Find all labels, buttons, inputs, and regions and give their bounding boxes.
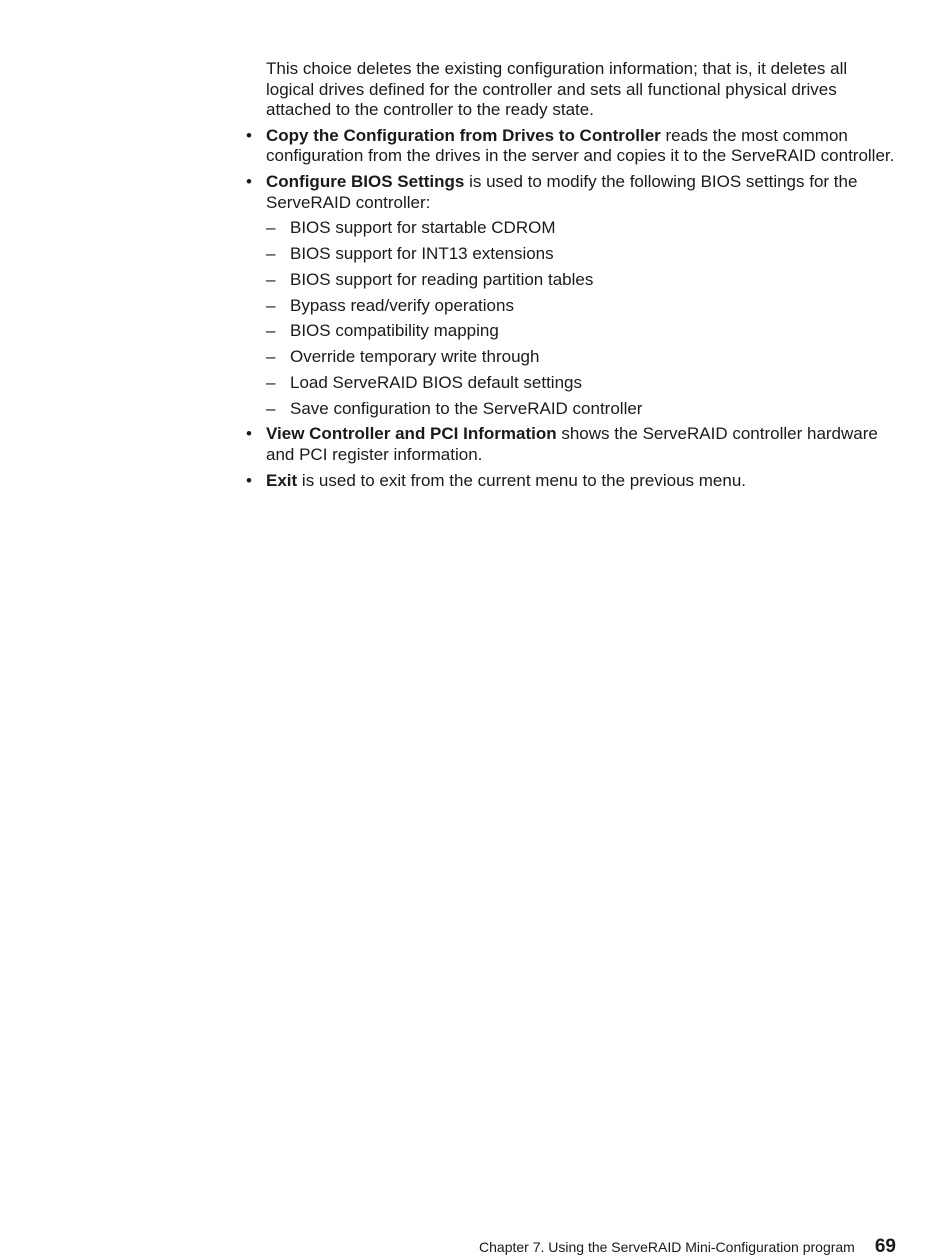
- sub-list-item: [266, 321, 898, 342]
- intro-paragraph: This choice deletes the existing configuration information; that is, it deletes all logical drives defined for the controller and sets all functional physical drives attached to the controller to the ready state.: [266, 59, 848, 120]
- page-number: 69: [874, 1236, 896, 1257]
- list-item-configure-bios: [246, 171, 898, 419]
- item-term: Configure BIOS Settings: [266, 171, 465, 191]
- item-description: shows the ServeRAID controller hardware and PCI register information.: [266, 424, 878, 464]
- list-item-view-controller: [246, 424, 898, 465]
- item-term: Copy the Configuration from Drives to Controller: [266, 125, 661, 145]
- sub-list-item: [266, 373, 898, 394]
- bullet-icon: •: [246, 424, 252, 444]
- dash-icon: –: [266, 347, 276, 367]
- sub-item-text: BIOS compatibility mapping: [290, 321, 499, 341]
- item-term: View Controller and PCI Information: [266, 424, 557, 444]
- sub-item-text: BIOS support for startable CDROM: [290, 218, 556, 238]
- bullet-icon: •: [246, 171, 252, 191]
- chapter-title: Chapter 7. Using the ServeRAID Mini-Configuration program: [479, 1239, 855, 1255]
- list-item-exit: [246, 470, 898, 492]
- item-term: Exit: [266, 470, 298, 490]
- dash-icon: –: [266, 269, 276, 289]
- item-description: is used to modify the following BIOS settings for the ServeRAID controller:: [266, 171, 858, 212]
- page-footer: [479, 1236, 896, 1258]
- sub-item-text: Bypass read/verify operations: [290, 295, 514, 315]
- sub-list-item: [266, 244, 898, 265]
- sub-item-text: Override temporary write through: [290, 347, 540, 367]
- bullet-icon: •: [246, 125, 252, 145]
- dash-icon: –: [266, 295, 276, 315]
- document-body: [246, 59, 898, 496]
- sub-list-item: [266, 270, 898, 291]
- sub-item-text: BIOS support for INT13 extensions: [290, 243, 554, 263]
- item-description: is used to exit from the current menu to the previous menu.: [297, 470, 747, 490]
- bullet-icon: •: [246, 470, 252, 490]
- sub-item-text: Load ServeRAID BIOS default settings: [290, 372, 582, 392]
- sub-item-text: BIOS support for reading partition tables: [290, 269, 594, 289]
- sub-item-text: Save configuration to the ServeRAID controller: [290, 398, 643, 418]
- sub-list-item: [266, 218, 898, 239]
- sub-list-item: [266, 347, 898, 368]
- sub-list-item: [266, 296, 898, 317]
- sub-list-item: [266, 399, 898, 420]
- dash-icon: –: [266, 398, 276, 418]
- dash-icon: –: [266, 218, 276, 238]
- list-item-copy-configuration: [246, 125, 898, 167]
- dash-icon: –: [266, 243, 276, 263]
- dash-icon: –: [266, 372, 276, 392]
- item-description: reads the most common configuration from the drives in the server and copies it to the ServeRAID controller.: [266, 125, 895, 166]
- option-list: [246, 125, 898, 491]
- bios-settings-list: [266, 218, 898, 419]
- dash-icon: –: [266, 321, 276, 341]
